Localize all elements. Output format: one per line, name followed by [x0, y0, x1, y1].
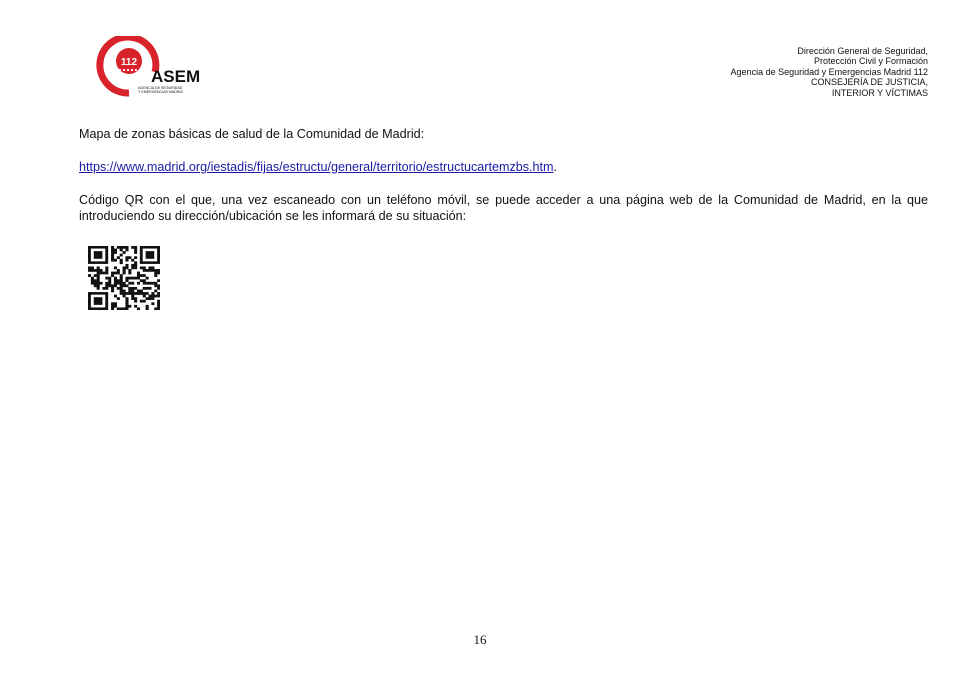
org-line: CONSEJERÍA DE JUSTICIA, [810, 77, 928, 88]
org-line: Dirección General de Seguridad, [797, 46, 928, 56]
logo-number: 112 [120, 57, 138, 68]
page-number: 16 [473, 632, 487, 647]
org-line: Agencia de Seguridad y Emergencias Madrid 112 [730, 66, 928, 77]
map-link[interactable]: https://www.madrid.org/iestadis/fijas/estructu/general/territorio/estructucartemzbs.htm [79, 160, 554, 174]
qr-code[interactable] [88, 246, 160, 310]
qr-description: Código QR con el que, una vez escaneado con un teléfono móvil, se puede acceder a una página web de la Comunidad de Madrid, en la que introduciendo su dirección/ubicación se les informará de su situación: [79, 193, 928, 223]
link-line [79, 160, 557, 176]
org-line: INTERIOR Y VÍCTIMAS [831, 87, 928, 98]
logo-subtitle-2: Y EMERGENCIAS MADRID [138, 90, 184, 94]
logo-brand: ASEM [151, 67, 201, 86]
logo-subtitle-1: AGENCIA DE SEGURIDAD [138, 86, 183, 90]
asem-112-logo [93, 36, 223, 98]
organization-block [731, 46, 928, 98]
intro-text: Mapa de zonas básicas de salud de la Comunidad de Madrid: [79, 127, 425, 141]
org-line: Protección Civil y Formación [813, 56, 928, 67]
link-suffix: . [553, 160, 558, 174]
